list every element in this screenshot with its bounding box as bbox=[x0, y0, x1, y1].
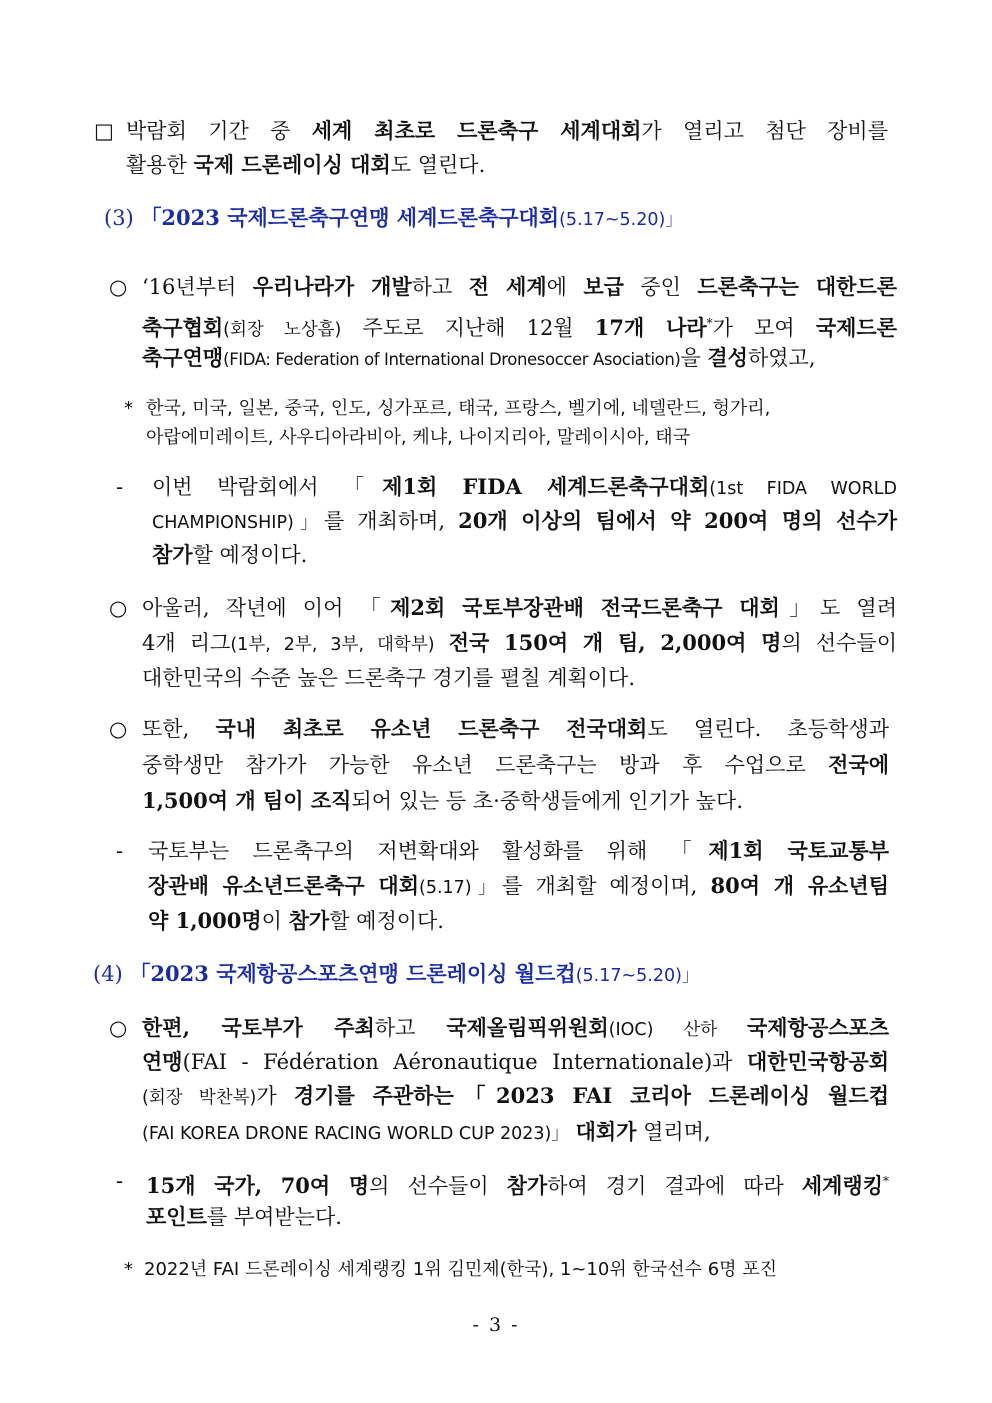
ranking-line-1: 15개 국가, 70여 명의 선수들이 참가하여 경기 결과에 따라 세계랭킹* bbox=[146, 1173, 890, 1198]
countries-line-1: 한국, 미국, 일본, 중국, 인도, 싱가포르, 태국, 프랑스, 벨기에, 네델란드, 헝가리, bbox=[146, 398, 771, 419]
section-3-heading: (3) 「2023 국제드론축구연맹 세계드론축구대회(5.17~5.20)」 bbox=[104, 205, 683, 230]
bullet-dash: - bbox=[116, 1169, 124, 1193]
page-number: - 3 - bbox=[472, 1314, 520, 1336]
bullet-dash: - bbox=[116, 475, 124, 499]
minister-line-3: 대한민국의 수준 높은 드론축구 경기를 펼칠 계획이다. bbox=[142, 666, 636, 690]
minister-line-2: 4개 리그(1부, 2부, 3부, 대학부) 전국 150여 개 팀, 2,000여 명의 선수들이 bbox=[142, 630, 897, 655]
intro-line-1: 박람회 기간 중 세계 최초로 드론축구 세계대회가 열리고 첨단 장비를 bbox=[126, 118, 889, 143]
fai-line-2: 연맹(FAI - Fédération Aéronautique Internationale)과 대한민국항공회 bbox=[142, 1049, 889, 1074]
ranking-line-2: 포인트를 부여받는다. bbox=[146, 1204, 342, 1229]
bullet-circle: ○ bbox=[109, 1016, 128, 1040]
fai-line-4: (FAI KOREA DRONE RACING WORLD CUP 2023)」 대회가 열리며, bbox=[142, 1119, 711, 1144]
bullet-circle: ○ bbox=[109, 275, 128, 299]
fida-line-2: 축구협회(회장 노상흡) 주도로 지난해 12월 17개 나라*가 모여 국제드론 bbox=[142, 315, 897, 340]
fai-line-3: (회장 박찬복)가 경기를 주관하는「2023 FAI 코리아 드론레이싱 월드컵 bbox=[142, 1083, 889, 1108]
section-4-heading: (4) 「2023 국제항공스포츠연맹 드론레이싱 월드컵(5.17~5.20)」 bbox=[93, 961, 700, 986]
checkbox-marker: □ bbox=[94, 119, 114, 143]
championship-line-3: 참가할 예정이다. bbox=[152, 542, 308, 567]
minister-line-1: 아울러, 작년에 이어 「제2회 국토부장관배 전국드론축구 대회」도 열려 bbox=[142, 595, 897, 620]
bullet-dash: - bbox=[116, 839, 124, 863]
note-asterisk: * bbox=[124, 398, 133, 419]
bullet-circle: ○ bbox=[109, 596, 128, 620]
note-asterisk: * bbox=[124, 1259, 133, 1280]
youth-line-1: 또한, 국내 최초로 유소년 드론축구 전국대회도 열린다. 초등학생과 bbox=[142, 716, 889, 741]
intro-line-2: 활용한 국제 드론레이싱 대회도 열린다. bbox=[126, 152, 486, 177]
youth-event-line-2: 장관배 유소년드론축구 대회(5.17)」를 개최할 예정이며, 80여 개 유소년팀 bbox=[148, 873, 889, 898]
ranking-note-text: 2022년 FAI 드론레이싱 세계랭킹 1위 김민제(한국), 1~10위 한국선수 6명 포진 bbox=[144, 1259, 778, 1280]
youth-event-line-3: 약 1,000명이 참가할 예정이다. bbox=[148, 908, 444, 933]
countries-line-2: 아랍에미레이트, 사우디아라비아, 케냐, 나이지리아, 말레이시아, 태국 bbox=[146, 427, 691, 448]
bullet-circle: ○ bbox=[109, 717, 128, 741]
championship-line-1: 이번 박람회에서 「제1회 FIDA 세계드론축구대회(1st FIDA WORLD bbox=[152, 474, 897, 499]
championship-line-2: CHAMPIONSHIP)」를 개최하며, 20개 이상의 팀에서 약 200여 명의 선수가 bbox=[152, 508, 897, 533]
youth-line-3: 1,500여 개 팀이 조직되어 있는 등 초·중학생들에게 인기가 높다. bbox=[142, 788, 744, 813]
youth-event-line-1: 국토부는 드론축구의 저변확대와 활성화를 위해 「제1회 국토교통부 bbox=[148, 838, 889, 863]
fai-line-1: 한편, 국토부가 주최하고 국제올림픽위원회(IOC) 산하 국제항공스포츠 bbox=[142, 1015, 889, 1040]
youth-line-2: 중학생만 참가가 가능한 유소년 드론축구는 방과 후 수업으로 전국에 bbox=[142, 752, 889, 777]
fida-line-1: ‘16년부터 우리나라가 개발하고 전 세계에 보급 중인 드론축구는 대한드론 bbox=[142, 274, 898, 299]
fida-line-3: 축구연맹(FIDA: Federation of International Dronesoccer Asociation)을 결성하였고, bbox=[142, 345, 816, 370]
